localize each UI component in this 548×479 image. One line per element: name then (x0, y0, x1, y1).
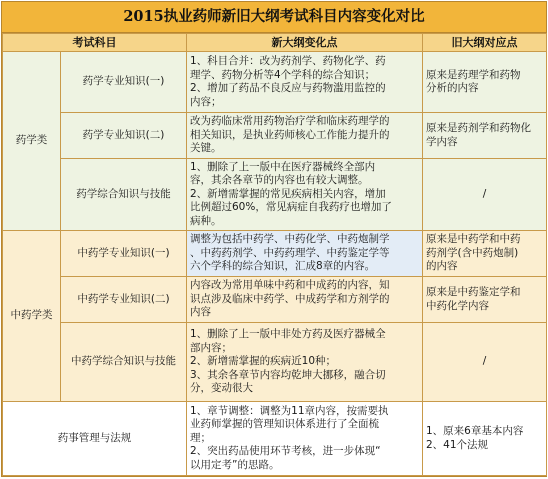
text-line: 2、突出药品使用环节考核，进一步体现“ (190, 445, 381, 458)
subject-name: 药学专业知识(二) (61, 113, 187, 159)
text-line: 内容改为常用单味中药和中成药的内容，知 (190, 279, 390, 292)
text-line: 1、删除了上一版中在医疗器械终全部内 (190, 160, 376, 173)
page-title: 2015执业药师新旧大纲考试科目内容变化对比 (2, 2, 546, 33)
table-row (3, 113, 547, 159)
text-line: 、中药药剂学、中药药理学、中药鉴定学等 (190, 246, 390, 259)
text-line: 识点涉及临床中药学、中成药学和方剂学的 (190, 292, 390, 305)
old-mapping-cell (423, 113, 547, 159)
old-mapping-cell: / (423, 323, 547, 402)
text-line: 部内容； (190, 341, 232, 354)
text-line: 1、科目合并：改为药剂学、药物化学、药 (190, 55, 386, 67)
comparison-document (1, 1, 547, 477)
old-mapping-cell (423, 52, 547, 113)
new-change-cell (187, 231, 423, 277)
new-change-cell (187, 323, 423, 402)
text-line: 调整为包括中药学、中药化学、中药炮制学 (190, 233, 390, 246)
table-row (3, 402, 547, 476)
subject-name: 中药学专业知识(二) (61, 277, 187, 323)
text-line: 关键。 (190, 142, 222, 155)
header-new-changes: 新大纲变化点 (187, 34, 423, 52)
new-change-cell (187, 113, 423, 159)
text-line: 1、章节调整：调整为11章内容，按需要执 (190, 404, 389, 417)
new-change-cell (187, 159, 423, 231)
text-line: 2、41个法规 (426, 438, 489, 451)
comparison-table (2, 33, 547, 476)
text-line: 1、原来6章基本内容 (426, 425, 524, 437)
text-line: 分析的内容 (426, 82, 479, 94)
table-header-row (3, 34, 547, 52)
text-line: 理； (190, 431, 211, 444)
group-label: 中药学类 (3, 231, 61, 402)
new-change-cell (187, 402, 423, 476)
text-line: 六个学科的综合知识，汇成8章的内容。 (190, 260, 376, 273)
text-line: 内容； (190, 95, 222, 108)
text-line: 理学、药物分析等4个学科的综合知识； (190, 68, 376, 81)
text-line: 原来是中药学和中药 (426, 233, 521, 246)
text-line: 2、增加了药品不良反应与药物滥用监控的 (190, 82, 386, 94)
table-row (3, 159, 547, 231)
header-old-mapping: 旧大纲对应点 (423, 34, 547, 52)
new-change-cell (187, 52, 423, 113)
text-line: 药剂学(含中药炮制) (426, 246, 519, 259)
text-line: 学内容 (426, 135, 458, 148)
text-line: 中药化学内容 (426, 299, 489, 312)
text-line: 以用定考”的思路。 (190, 458, 280, 471)
text-line: 原来是药理学和药物 (426, 68, 521, 81)
new-change-cell (187, 277, 423, 323)
text-line: 的内容 (426, 260, 458, 273)
text-line: 原来是药剂学和药物化 (426, 122, 531, 134)
text-line: 比例超过60%，常见病症自我药疗也增加了 (190, 201, 392, 214)
old-mapping-cell (423, 402, 547, 476)
text-line: 内容 (190, 306, 211, 319)
old-mapping-cell (423, 277, 547, 323)
text-line: 3、其余各章节内容均乾坤大挪移，融合切 (190, 368, 386, 381)
text-line: 病种。 (190, 214, 222, 227)
subject-name: 中药学综合知识与技能 (61, 323, 187, 402)
table-row (3, 231, 547, 277)
subject-name: 中药学专业知识(一) (61, 231, 187, 277)
subject-name: 药学专业知识(一) (61, 52, 187, 113)
old-mapping-cell (423, 231, 547, 277)
table-row (3, 52, 547, 113)
group-label: 药学类 (3, 52, 61, 231)
text-line: 容，其余各章节的内容也有较大调整。 (190, 174, 369, 187)
text-line: 2、新增需掌握的常见疾病相关内容，增加 (190, 187, 386, 200)
group-label: 药事管理与法规 (3, 402, 187, 476)
text-line: 相关知识，是执业药师核心工作能力提升的 (190, 128, 390, 141)
text-line: 原来是中药鉴定学和 (426, 286, 521, 298)
text-line: 分，变动很大 (190, 382, 253, 395)
table-row (3, 277, 547, 323)
text-line: 1、删除了上一版中非处方药及医疗器械全 (190, 328, 386, 341)
header-subject: 考试科目 (3, 34, 187, 52)
table-row (3, 323, 547, 402)
old-mapping-cell: / (423, 159, 547, 231)
text-line: 改为药临床常用药物治疗学和临床药理学的 (190, 115, 390, 128)
text-line: 业药师掌握的管理知识体系进行了全面梳 (190, 418, 379, 431)
text-line: 2、新增需掌握的疾病近10种； (190, 355, 337, 368)
subject-name: 药学综合知识与技能 (61, 159, 187, 231)
